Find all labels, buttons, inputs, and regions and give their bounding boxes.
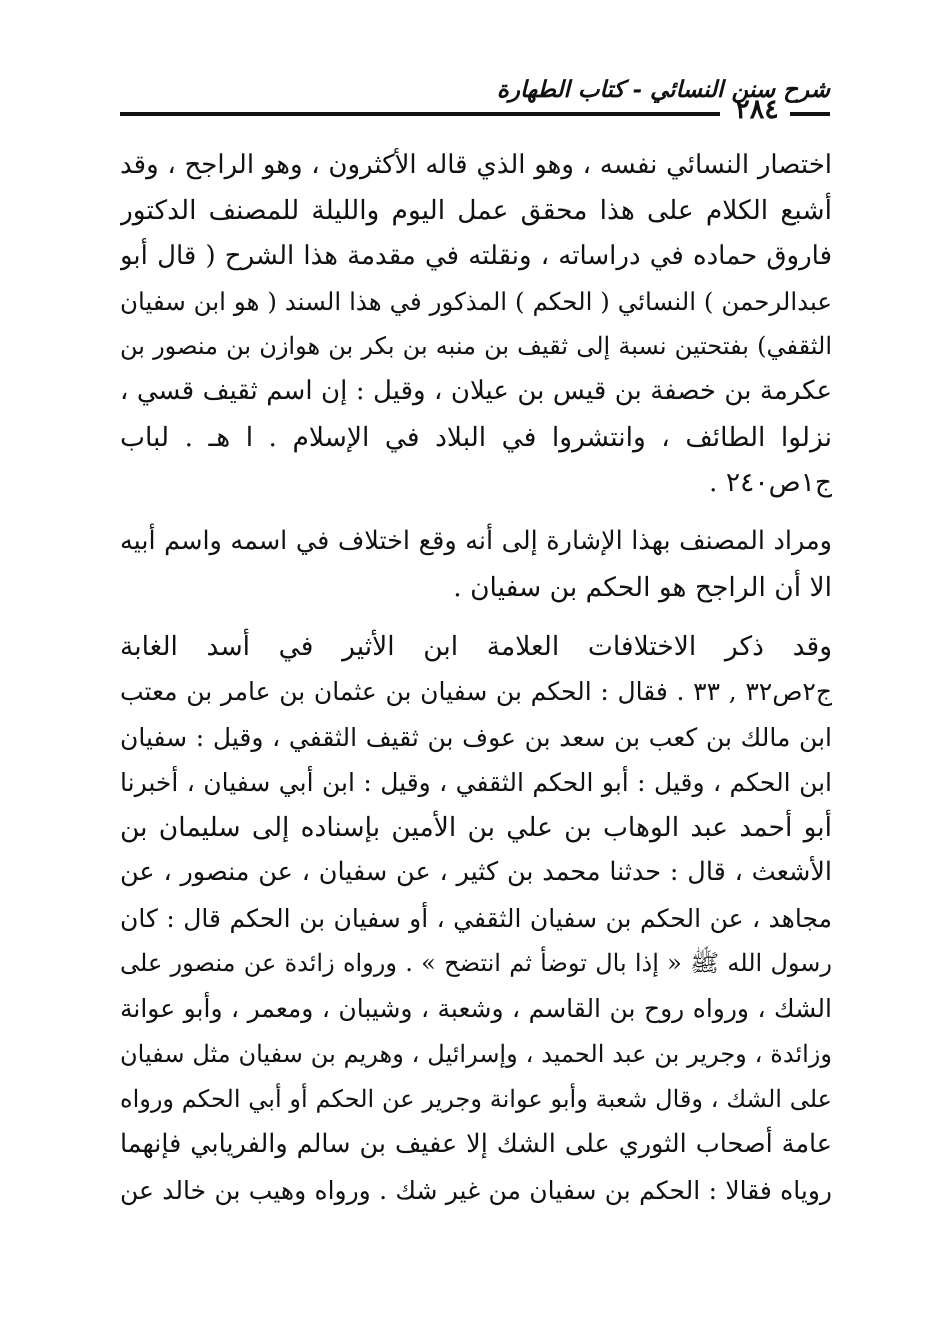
text-line: رسول الله ﷺ « إذا بال توضأ ثم انتضح » . ورواه زائدة عن منصور على	[120, 949, 832, 978]
paragraph-3	[120, 624, 832, 1213]
text-line: ابن الحكم ، وقيل : أبو الحكم الثقفي ، وقيل : ابن أبي سفيان ، أخبرنا	[120, 767, 832, 797]
text-line: على الشك ، وقال شعبة وأبو عوانة وجرير عن الحكم أو أبي الحكم ورواه	[120, 1084, 832, 1113]
text-line: أشبع الكلام على هذا محقق عمل اليوم والليلة للمصنف الدكتور	[120, 195, 832, 227]
text-line: ابن مالك بن كعب بن سعد بن عوف بن ثقيف الثقفي ، وقيل : سفيان	[120, 722, 832, 752]
text-line: وقد ذكر الاختلافات العلامة ابن الأثير في أسد الغابة	[120, 630, 832, 662]
paragraph-2	[120, 519, 832, 610]
text-line: عامة أصحاب الثوري على الشك إلا عفيف بن سالم والفريابي فإنهما	[120, 1129, 832, 1160]
text-line: ومراد المصنف بهذا الإشارة إلى أنه وقع اختلاف في اسمه واسم أبيه	[120, 526, 832, 557]
page-header	[120, 70, 830, 130]
page-number: ٢٨٤	[735, 94, 779, 125]
text-line: أبو أحمد عبد الوهاب بن علي بن الأمين بإسناده إلى سليمان بن	[120, 812, 832, 844]
running-title: شرح سنن النسائي - كتاب الطهارة	[496, 76, 830, 103]
text-line: ج١ص٢٤٠ .	[709, 467, 832, 499]
text-line: الشك ، ورواه روح بن القاسم ، وشعبة ، وشيبان ، ومعمر ، وأبو عوانة	[120, 994, 832, 1024]
header-rule-short	[790, 112, 830, 116]
text-line: وزائدة ، وجرير بن عبد الحميد ، وإسرائيل ، وهريم بن سفيان مثل سفيان	[120, 1039, 832, 1068]
paragraph-1	[120, 143, 832, 505]
text-line: عكرمة بن خصفة بن قيس بن عيلان ، وقيل : إن اسم ثقيف قسي ،	[120, 376, 832, 407]
text-line: الأشعث ، قال : حدثنا محمد بن كثير ، عن سفيان ، عن منصور ، عن	[120, 857, 832, 888]
text-line: نزلوا الطائف ، وانتشروا في البلاد في الإسلام . ا هـ . لباب	[120, 421, 832, 453]
body-text	[120, 143, 832, 1213]
text-line: الثقفي) بفتحتين نسبة إلى ثقيف بن منبه بن بكر بن هوازن بن منصور بن	[120, 332, 832, 361]
header-rule	[120, 112, 720, 116]
text-line: الا أن الراجح هو الحكم بن سفيان .	[453, 571, 832, 603]
text-line: اختصار النسائي نفسه ، وهو الذي قاله الأكثرون ، وهو الراجح ، وقد	[120, 150, 832, 180]
text-line: مجاهد ، عن الحكم بن سفيان الثقفي ، أو سفيان بن الحكم قال : كان	[120, 903, 832, 933]
text-line: فاروق حماده في دراساته ، ونقلته في مقدمة هذا الشرح ( قال أبو	[120, 240, 832, 271]
text-line: ج٢ص٣٢ , ٣٣ . فقال : الحكم بن سفيان بن عثمان بن عامر بن معتب	[120, 677, 832, 707]
text-line: عبدالرحمن ) النسائي ( الحكم ) المذكور في هذا السند ( هو ابن سفيان	[120, 286, 832, 316]
paragraph-gap	[120, 505, 832, 519]
text-line: روياه فقالا : الحكم بن سفيان من غير شك . ورواه وهيب بن خالد عن	[120, 1175, 832, 1205]
paragraph-gap	[120, 610, 832, 624]
